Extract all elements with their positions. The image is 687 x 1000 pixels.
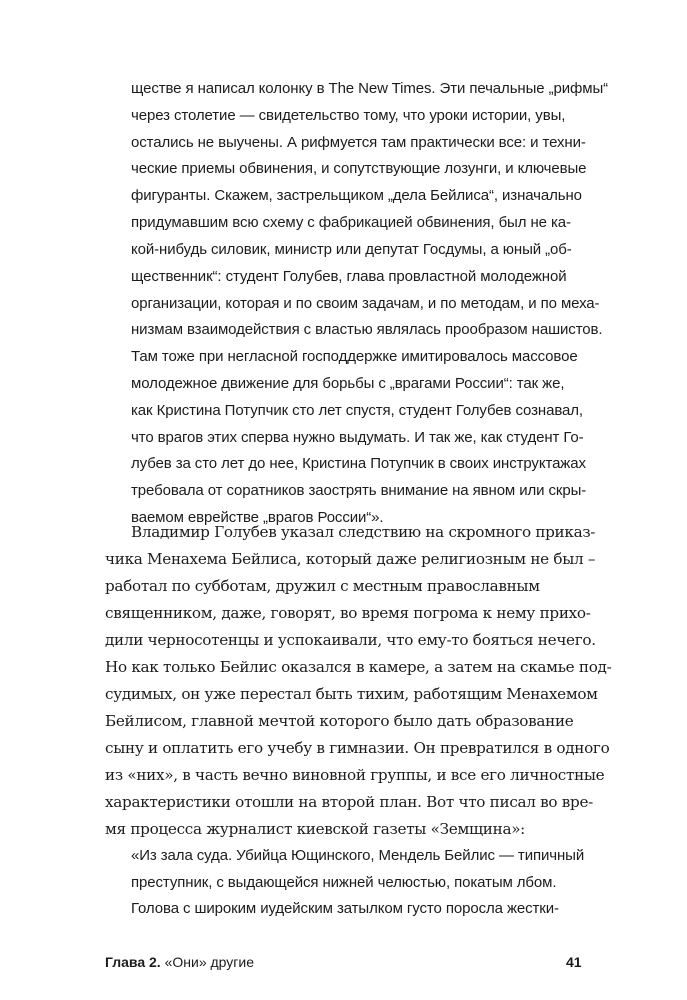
text-line: лубев за сто лет до нее, Кристина Потупчик в своих инструктажах [131,455,586,472]
chapter-label: Глава 2. [105,954,161,970]
text-line: придумавшим всю схему с фабрикацией обвинения, был не ка- [131,214,571,231]
text-line: работал по субботам, дружил с местным православным [105,577,540,595]
text-line: Там тоже при негласной господдержке имитировалось массовое [131,348,578,365]
text-line: организации, которая и по своим задачам, и по методам, и по меха- [131,295,600,312]
text-line: требовала от соратников заострять внимание на явном или скры- [131,482,587,499]
text-line: ществе я написал колонку в The New Times. Эти печальные „рифмы“ [131,80,609,97]
text-line: «Из зала суда. Убийца Ющинского, Мендель Бейлис — типичный [131,847,585,864]
text-line: дили черносотенцы и успокаивали, что ему-то бояться нечего. [105,631,596,649]
text-line: ческие приемы обвинения, и сопутствующие лозунги, и ключевые [131,160,587,177]
page-number: 41 [566,954,582,970]
text-line: низмам взаимодействия с властью являлась прообразом нашистов. [131,321,603,338]
text-line: из «них», в часть вечно виновной группы, и все его личностные [105,766,605,784]
text-line: Голова с широким иудейским затылком густо поросла жестки- [131,900,559,917]
text-line: преступник, с выдающейся нижней челюстью, покатым лбом. [131,874,557,891]
text-line: как Кристина Потупчик сто лет спустя, студент Голубев сознавал, [131,402,583,419]
text-line: остались не выучены. А рифмуется там практически все: и техни- [131,134,586,151]
text-line: щественник“: студент Голубев, глава провластной молодежной [131,268,567,285]
text-line: фигуранты. Скажем, застрельщиком „дела Бейлиса“, изначально [131,187,582,204]
text-line: характеристики отошли на второй план. Вот что писал во вре- [105,793,593,811]
text-line: кой-нибудь силовик, министр или депутат Госдумы, а юный „об- [131,241,572,258]
text-line: Но как только Бейлис оказался в камере, а затем на скамье под- [105,658,612,676]
text-line: что врагов этих сперва нужно выдумать. И так же, как студент Го- [131,429,584,446]
text-line: Бейлисом, главной мечтой которого было дать образование [105,712,574,730]
text-line: судимых, он уже перестал быть тихим, работящим Менахемом [105,685,598,703]
text-line: молодежное движение для борьбы с „врагами России“: так же, [131,375,565,392]
text-line: сыну и оплатить его учебу в гимназии. Он превратился в одного [105,739,610,757]
text-line: священником, даже, говорят, во время погрома к нему прихо- [105,604,591,622]
text-line: мя процесса журналист киевской газеты «Земщина»: [105,820,526,838]
text-line: Владимир Голубев указал следствию на скромного приказ- [131,523,596,541]
text-line: через столетие — свидетельство тому, что уроки истории, увы, [131,107,566,124]
text-line: чика Менахема Бейлиса, который даже религиозным не был – [105,550,596,568]
chapter-title: «Они» другие [164,954,255,970]
running-footer [105,954,254,970]
text-line: ваемом еврействе „врагов России“». [131,509,384,526]
